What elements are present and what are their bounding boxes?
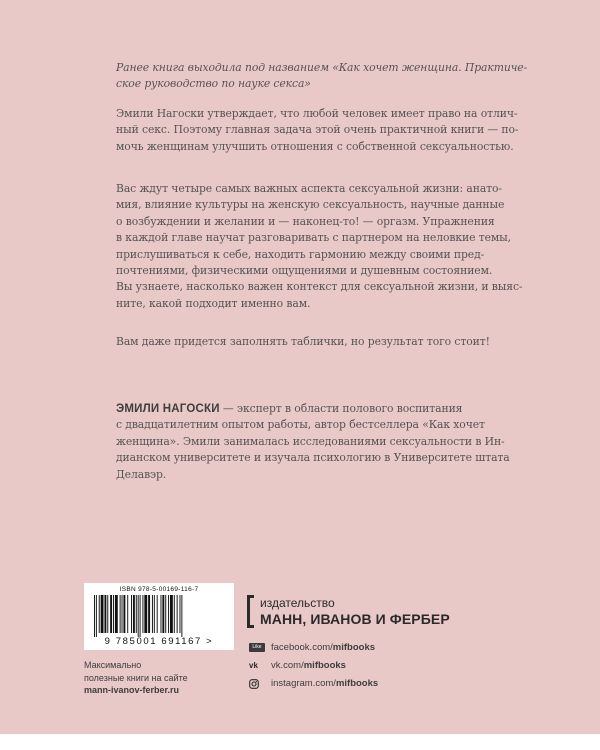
text-line: о возбуждении и желании и — наконец-то! — оргазм. Упражнения — [116, 214, 495, 228]
note-line: Ранее книга выходила под названием «Как хочет женщина. Практиче- — [116, 61, 528, 74]
barcode-bar — [168, 595, 169, 633]
barcode-bar — [131, 595, 132, 633]
facebook-like-icon — [249, 643, 271, 652]
barcode-bar — [127, 595, 128, 633]
text-line: ный секс. Поэтому главная задача этой очень практичной книги — по- — [116, 123, 519, 137]
barcode-bar — [161, 595, 162, 633]
text-line: дианском университете и изучала психологию в Университете штата — [116, 451, 510, 465]
social-handle: mifbooks — [335, 678, 379, 689]
publisher-name: МАНН, ИВАНОВ И ФЕРБЕР — [260, 611, 450, 627]
barcode-bar — [101, 595, 104, 633]
vk-icon — [249, 661, 271, 670]
about-author — [116, 401, 516, 483]
social-handle: mifbooks — [303, 660, 346, 671]
barcode-bar — [162, 595, 164, 633]
barcode-bar — [96, 595, 97, 637]
website-link[interactable]: mann-ivanov-ferber.ru — [84, 685, 180, 695]
description-paragraph-1 — [116, 106, 519, 155]
barcode-bar — [123, 595, 125, 633]
note-line: ское руководство по науке секса» — [116, 77, 311, 91]
social-instagram[interactable] — [249, 678, 378, 689]
vk-badge: vk — [249, 661, 258, 670]
social-prefix: vk.com/ — [271, 660, 304, 671]
instagram-icon — [249, 679, 271, 689]
publisher-label: издательство — [260, 596, 335, 610]
description-paragraph-2 — [116, 181, 523, 312]
text-line: почтениями, физическими ощущениями и душевным состоянием. — [116, 264, 493, 278]
barcode-bar — [152, 595, 153, 633]
barcode-bar — [148, 595, 150, 633]
barcode-bar — [136, 595, 137, 633]
text-line: мия, влияние культуры на женскую сексуальность, научные данные — [116, 198, 505, 212]
barcode-bar — [107, 595, 108, 633]
social-prefix: facebook.com/ — [271, 642, 333, 653]
text-line: Делавэр. — [116, 467, 167, 481]
text-line: ните, какой подходит именно вам. — [116, 296, 311, 310]
text-line: в каждой главе научат разговаривать с партнером на неловкие темы, — [116, 231, 512, 245]
author-first-line — [116, 401, 516, 417]
text-line: Вас ждут четыре самых важных аспекта сексуальной жизни: анато- — [116, 182, 502, 195]
text-line: мочь женщинам улучшить отношения с собственной сексуальностью. — [116, 139, 514, 153]
social-facebook[interactable] — [249, 642, 375, 653]
barcode-bar — [113, 595, 114, 633]
barcode-bar — [181, 595, 182, 637]
text-line: Эмили Нагоски утверждает, что любой человек имеет право на отлич- — [116, 107, 518, 120]
social-vk[interactable] — [249, 660, 346, 671]
barcode-bar — [157, 595, 158, 633]
barcode-bar — [115, 595, 118, 633]
barcode-bar — [99, 595, 100, 633]
social-handle: mifbooks — [332, 642, 376, 653]
social-prefix: instagram.com/ — [271, 678, 336, 689]
barcode-bar — [142, 595, 143, 633]
barcode-bar — [174, 595, 175, 633]
barcode-bar — [154, 595, 155, 633]
promo-line-2: полезные книги на сайте — [84, 672, 188, 683]
barcode-bar — [122, 595, 123, 633]
isbn-barcode — [84, 583, 234, 650]
barcode-bar — [94, 595, 95, 637]
text-line: с двадцатилетним опытом работы, автор бестселлера «Как хочет — [116, 418, 485, 432]
barcode-bar — [144, 595, 147, 633]
website-promo — [84, 659, 188, 697]
barcode-bar — [170, 595, 173, 633]
author-bio-start: — эксперт в области полового воспитания — [219, 402, 463, 415]
isbn-label: ISBN 978-5-00169-116-7 — [119, 586, 199, 593]
barcode-bar — [110, 595, 112, 633]
previous-title-note — [116, 60, 528, 93]
text-line: Вам даже придется заполнять таблички, но результат того стоит! — [116, 335, 490, 348]
barcode-bar — [104, 595, 106, 633]
barcode-bar — [133, 595, 135, 633]
barcode-bar — [120, 595, 121, 633]
promo-line-1: Максимально — [84, 660, 142, 670]
text-line: Вы узнаете, насколько важен контекст для сексуальной жизни, и выяс- — [116, 280, 523, 294]
barcode-digits: 9 785001 691167 > — [104, 636, 214, 647]
description-paragraph-3 — [116, 334, 516, 350]
barcode-bar — [177, 595, 178, 633]
author-name: ЭМИЛИ НАГОСКИ — [116, 403, 220, 415]
barcode-bar — [140, 595, 141, 637]
text-line: прислушиваться к себе, находить гармонию между своими пред- — [116, 247, 485, 261]
text-line: женщина». Эмили занималась исследованиями сексуальности в Ин- — [116, 434, 505, 448]
barcode-bar — [180, 595, 181, 633]
publisher-bracket-logo — [247, 595, 254, 628]
barcode-bar — [138, 595, 139, 637]
barcode-bars — [92, 595, 226, 637]
like-badge: Like — [249, 643, 265, 652]
barcode-bar — [165, 595, 166, 633]
